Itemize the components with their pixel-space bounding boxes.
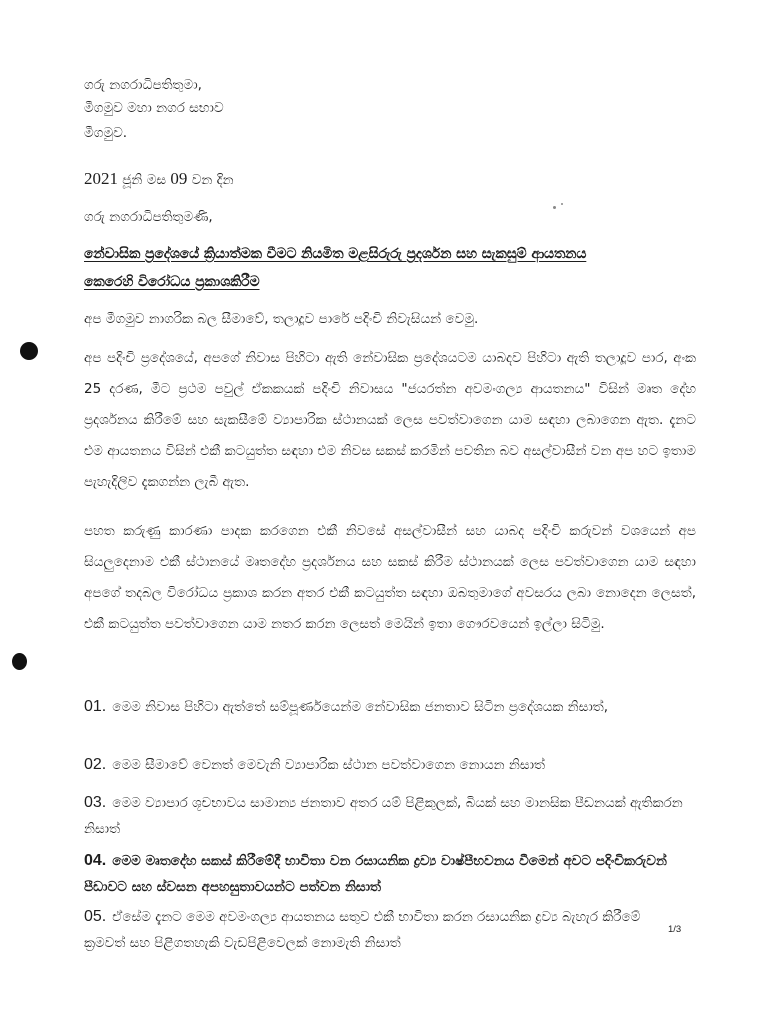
page-number: 1/3 (668, 924, 682, 935)
subject-line-2: කෙරෙහි විරෝධය ප්‍රකාශකිරීම (84, 274, 260, 290)
reason-item-02 (84, 752, 706, 778)
date-month: ජූනි මස (122, 172, 167, 188)
date-suffix: වන දින (191, 172, 234, 188)
item-number: 03. (84, 794, 107, 811)
item-number: 02. (84, 756, 107, 773)
scan-speck (561, 203, 563, 205)
item-text: මෙම නිවාස පිහිටා ඇත්තේ සම්පූර්ණයෙන්ම නේවාසික ජනතාව සිටින ප්‍රදේශයක නිසාත්, (112, 699, 609, 715)
punch-hole-mark-top (20, 342, 38, 360)
date-year: 2021 (84, 169, 118, 188)
date-day: 09 (170, 169, 188, 188)
item-text: මෙම ව්‍යාපාර ශූචභාවය සාමාන්‍ය ජනතාව අතර යම් පිළිකුලක්, බියක් සහ මානසික පීඩනයක් ඇතිකරන නිසාත් (84, 795, 683, 837)
paragraph-1 (84, 343, 696, 498)
item-number: 04. (84, 852, 107, 869)
item-number: 05. (84, 908, 107, 925)
reason-item-05 (84, 904, 684, 956)
paragraph-1-text: අප පදිංචි ප්‍රදේශයේ, අපගේ නිවාස පිහිටා ඇති නේවාසික ප්‍රදේශයටම යාබදව පිහිටා ඇති තලාදූව පාර, අංක 25 දරණ, මීට ප්‍රථම පවුල් ඒකකයක් පදිංචි නිවාසය "ජයරත්න අවමංගල්‍ය ආයතනය" විසින් මෘත දේහ ප්‍රදර්ශනය කිරීමේ සහ සැකසීමේ ව්‍යාපාරික ස්ථානයක් ලෙස පවත්වාගෙන යාම සඳහා ලබාගෙන ඇත. දැනට එම ආයතනය විසින් එකී කටයුත්ත සඳහා එම නිවස සකස් කරමින් පවතින බව අසල්වාසීන් වන අප හට ඉතාම පැහැදිලිව දැකගන්න ලැබී ඇත. (84, 350, 696, 490)
letter-date (84, 170, 234, 189)
address-line-2: මීගමුව මහා නගර සභාව (84, 100, 224, 116)
item-text: මෙම සීමාවේ වෙනත් මෙවැනි ව්‍යාපාරික ස්ථාන පවත්වාගෙන නොයන නිසාත් (112, 757, 546, 773)
subject-line-1: නේවාසික ප්‍රදේශයේ ක්‍රියාත්මක වීමට නියමිත මළසිරුරු ප්‍රදර්ශන සහ සැකසුම් ආයතනය (84, 246, 587, 262)
paragraph-2-text: පහත කරුණු කාරණා පාදක කරගෙන එකී නිවසේ අසල්වාසීන් සහ යාබද පදිංචි කරුවන් වශයෙන් අප සියලුදෙනාම එකී ස්ථානයේ මෘතදේහ ප්‍රදර්ශනය සහ සකස් කිරීම ස්ථානයක් ලෙස පවත්වාගෙන යාම සඳහා අපගේ තදබල විරෝධය ප්‍රකාශ කරන අතර එකී කටයුත්ත සඳහා ඔබතුමාගේ අවසරය ලබා නොදෙන ලෙසත්, එකී කටයුත්ත පවත්වාගෙන යාම නතර කරන ලෙසත් මෙයින් ඉතා ගෞරවයෙන් ඉල්ලා සිටිමු. (84, 523, 696, 632)
punch-hole-mark-bottom (12, 653, 27, 670)
reason-item-01 (84, 694, 706, 720)
address-line-1: ගරු නගරාධිපතිතුමා, (84, 77, 202, 93)
address-line-3: මීගමුව. (84, 125, 128, 141)
item-text: ඒසේම දැනට මෙම අවමංගල්‍ය ආයතනය සතුව එකී භාවිතා කරන රසායනික ද්‍රව්‍ය බැහැර කිරීමේ ක්‍රමවත් සහ පිළිගතහැකි වැඩපිළිවෙලක් නොමැති නිසාත් (84, 909, 641, 951)
reason-item-04 (84, 848, 706, 900)
item-text: මෙම මෘතදේහ සකස් කිරීමේදී භාවිතා වන රසායනික ද්‍රව්‍ය වාෂ්පීභවනය වීමෙන් අවට පදිංචිකරුවන් පීඩාවට සහ ස්වසන අපහසුතාවයන්ට පත්වන නිසාත් (84, 853, 667, 895)
salutation: ගරු නගරාධිපතිතුමණි, (84, 209, 213, 225)
item-number: 01. (84, 698, 107, 715)
intro-text: අප මීගමුව නාගරික බල සීමාවේ, තලාදූව පාරේ පදිංචි නිවැසියන් වෙමු. (84, 311, 479, 327)
scan-speck (553, 206, 556, 209)
paragraph-2 (84, 516, 696, 640)
subject-heading (84, 240, 724, 296)
reason-item-03 (84, 790, 706, 842)
